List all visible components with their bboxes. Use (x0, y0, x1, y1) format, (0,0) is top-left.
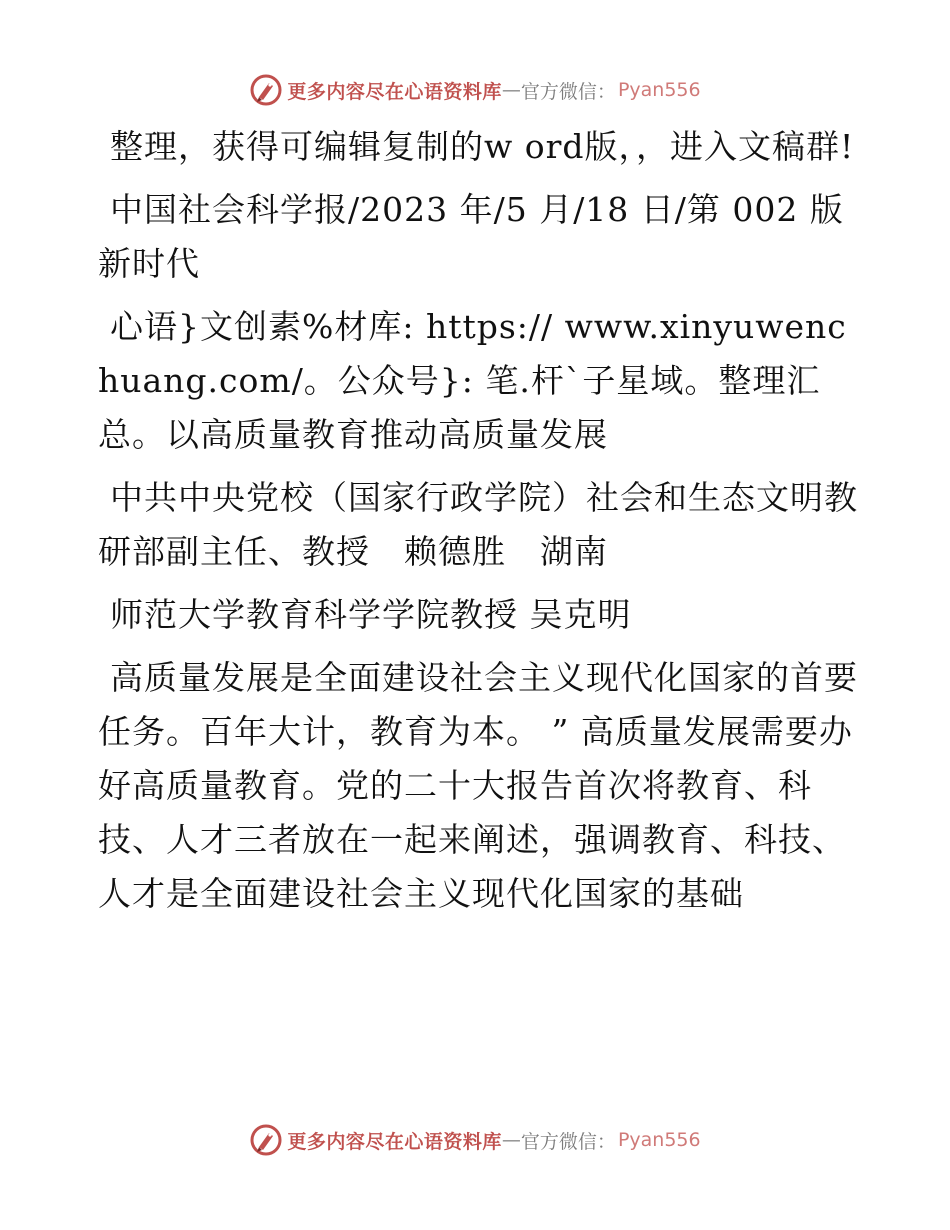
banner-wechat-id: Pyan556 (617, 79, 701, 101)
paragraph-intro: 整理，获得可编辑复制的w ord版，，进入文稿群! (110, 127, 855, 166)
paragraph-body: 高质量发展是全面建设社会主义现代化国家的首要任务。百年大计，教育为本。 ” 高质量发展需要办好高质量教育。党的二十大报告首次将教育、科技、人才三者放在一起来阐述，强调教育、科技、人才是全面建设社会主义现代化国家的基础 (98, 658, 858, 913)
paragraph-source: 中国社会科学报/2023 年/5 月/18 日/第 002 版新时代 (98, 190, 844, 283)
banner-wechat-id: Pyan556 (617, 1129, 701, 1151)
banner-main-text: 更多内容尽在心语资料库 (287, 80, 502, 103)
footer-watermark-banner (0, 1120, 950, 1160)
banner-wechat-label: 官方微信： (520, 80, 616, 103)
banner-wechat-label: 官方微信： (520, 1130, 616, 1153)
banner-separator: — (501, 79, 521, 101)
pen-nib-circle-icon (249, 1123, 283, 1157)
banner-main-text: 更多内容尽在心语资料库 (287, 1130, 502, 1153)
paragraph-author-2: 师范大学教育科学学院教授 吴克明 (110, 595, 632, 634)
document-body (98, 120, 858, 930)
banner-separator: — (501, 1129, 521, 1151)
paragraph-author-1: 中共中央党校（国家行政学院）社会和生态文明教研部副主任、教授 赖德胜 湖南 (98, 478, 858, 571)
pen-nib-circle-icon (249, 73, 283, 107)
header-watermark-banner (0, 70, 950, 110)
paragraph-library-title: 心语}文创素%材库: https:// www.xinyuwenchuang.com/。公众号}: 笔.杆`子星域。整理汇总。以高质量教育推动高质量发展 (98, 307, 847, 454)
